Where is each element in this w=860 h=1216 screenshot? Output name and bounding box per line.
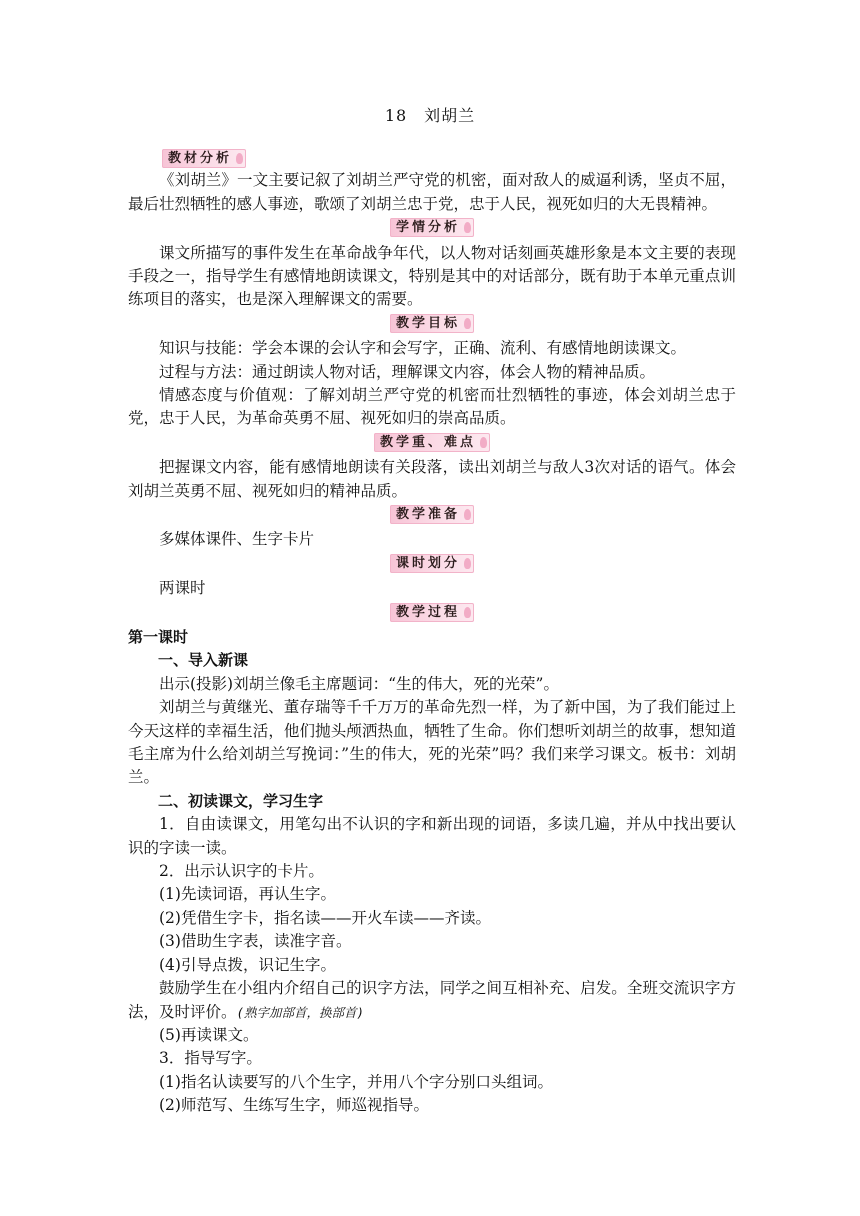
document-body xyxy=(128,146,736,1118)
tag-student-analysis: 学情分析 xyxy=(390,218,474,237)
tag-schedule: 课时划分 xyxy=(390,554,474,573)
tag-material-analysis: 教材分析 xyxy=(162,149,246,168)
encourage-text: 鼓励学生在小组内介绍自己的识字方法，同学之间互相补充、启发。全班交流识字方法，及时评价。 xyxy=(128,979,736,1021)
section2-item: (1)先读词语，再认生字。 xyxy=(159,885,336,904)
section2-item: 2．出示认识字的卡片。 xyxy=(159,862,324,881)
material-analysis-text: 《刘胡兰》一文主要记叙了刘胡兰严守党的机密，面对敌人的威逼利诱，坚贞不屈，最后壮烈牺牲的感人事迹，歌颂了刘胡兰忠于党，忠于人民，视死如归的大无畏精神。 xyxy=(128,171,736,213)
student-analysis-text: 课文所描写的事件发生在革命战争年代，以人物对话刻画英雄形象是本文主要的表现手段之一，指导学生有感情地朗读课文，特别是其中的对话部分，既有助于本单元重点训练项目的落实，也是深入理解课文的需要。 xyxy=(128,243,736,309)
encourage-paragraph xyxy=(128,977,736,1024)
section2-item: (1)指名认读要写的八个生字，并用八个字分别口头组词。 xyxy=(159,1072,553,1091)
section2-item: (4)引导点拨，识记生字。 xyxy=(159,955,336,974)
goal-knowledge: 知识与技能：学会本课的会认字和会写字，正确、流利、有感情地朗读课文。 xyxy=(159,339,687,358)
lesson-heading: 第一课时 xyxy=(128,628,189,647)
section2-item: (2)师范写、生练写生字，师巡视指导。 xyxy=(159,1096,429,1115)
goal-emotion: 情感态度与价值观：了解刘胡兰严守党的机密而壮烈牺牲的事迹，体会刘胡兰忠于党，忠于人民，为革命英勇不屈、视死如归的崇高品质。 xyxy=(128,386,736,428)
section2-item: (2)凭借生字卡，指名读——开火车读——齐读。 xyxy=(159,908,491,927)
key-points-text: 把握课文内容，能有感情地朗读有关段落，读出刘胡兰与敌人3次对话的语气。体会刘胡兰英勇不屈、视死如归的精神品质。 xyxy=(128,458,736,500)
section1-intro: 出示(投影)刘胡兰像毛主席题词：“生的伟大，死的光荣”。 xyxy=(159,674,559,693)
tag-preparation: 教学准备 xyxy=(390,505,474,524)
preparation-text: 多媒体课件、生字卡片 xyxy=(159,530,315,549)
tag-teaching-goals: 教学目标 xyxy=(390,314,474,333)
section1-story: 刘胡兰与黄继光、董存瑞等千千万万的革命先烈一样，为了新中国，为了我们能过上今天这样的幸福生活，他们抛头颅洒热血，牺牲了生命。你们想听刘胡兰的故事，想知道毛主席为什么给刘胡兰写挽词：”生的伟大，死的光荣”吗？我们来学习课文。板书：刘胡兰。 xyxy=(128,698,736,787)
encourage-note: (熟字加部首，换部首) xyxy=(236,1004,365,1020)
section2-item: 1．自由读课文，用笔勾出不认识的字和新出现的词语，多读几遍，并从中找出要认识的字读一读。 xyxy=(128,815,736,857)
section2-item: (5)再读课文。 xyxy=(159,1025,259,1044)
section1-heading: 一、导入新课 xyxy=(158,651,249,670)
lesson-title: 18 刘胡兰 xyxy=(384,106,476,125)
section2-item: 3．指导写字。 xyxy=(159,1049,262,1068)
section2-item: (3)借助生字表，读准字音。 xyxy=(159,932,352,951)
goal-process: 过程与方法：通过朗读人物对话，理解课文内容，体会人物的精神品质。 xyxy=(159,362,656,381)
section2-heading: 二、初读课文，学习生字 xyxy=(158,791,324,810)
schedule-text: 两课时 xyxy=(159,579,206,598)
tag-key-points: 教学重、难点 xyxy=(374,433,490,452)
tag-teaching-process: 教学过程 xyxy=(390,603,474,622)
